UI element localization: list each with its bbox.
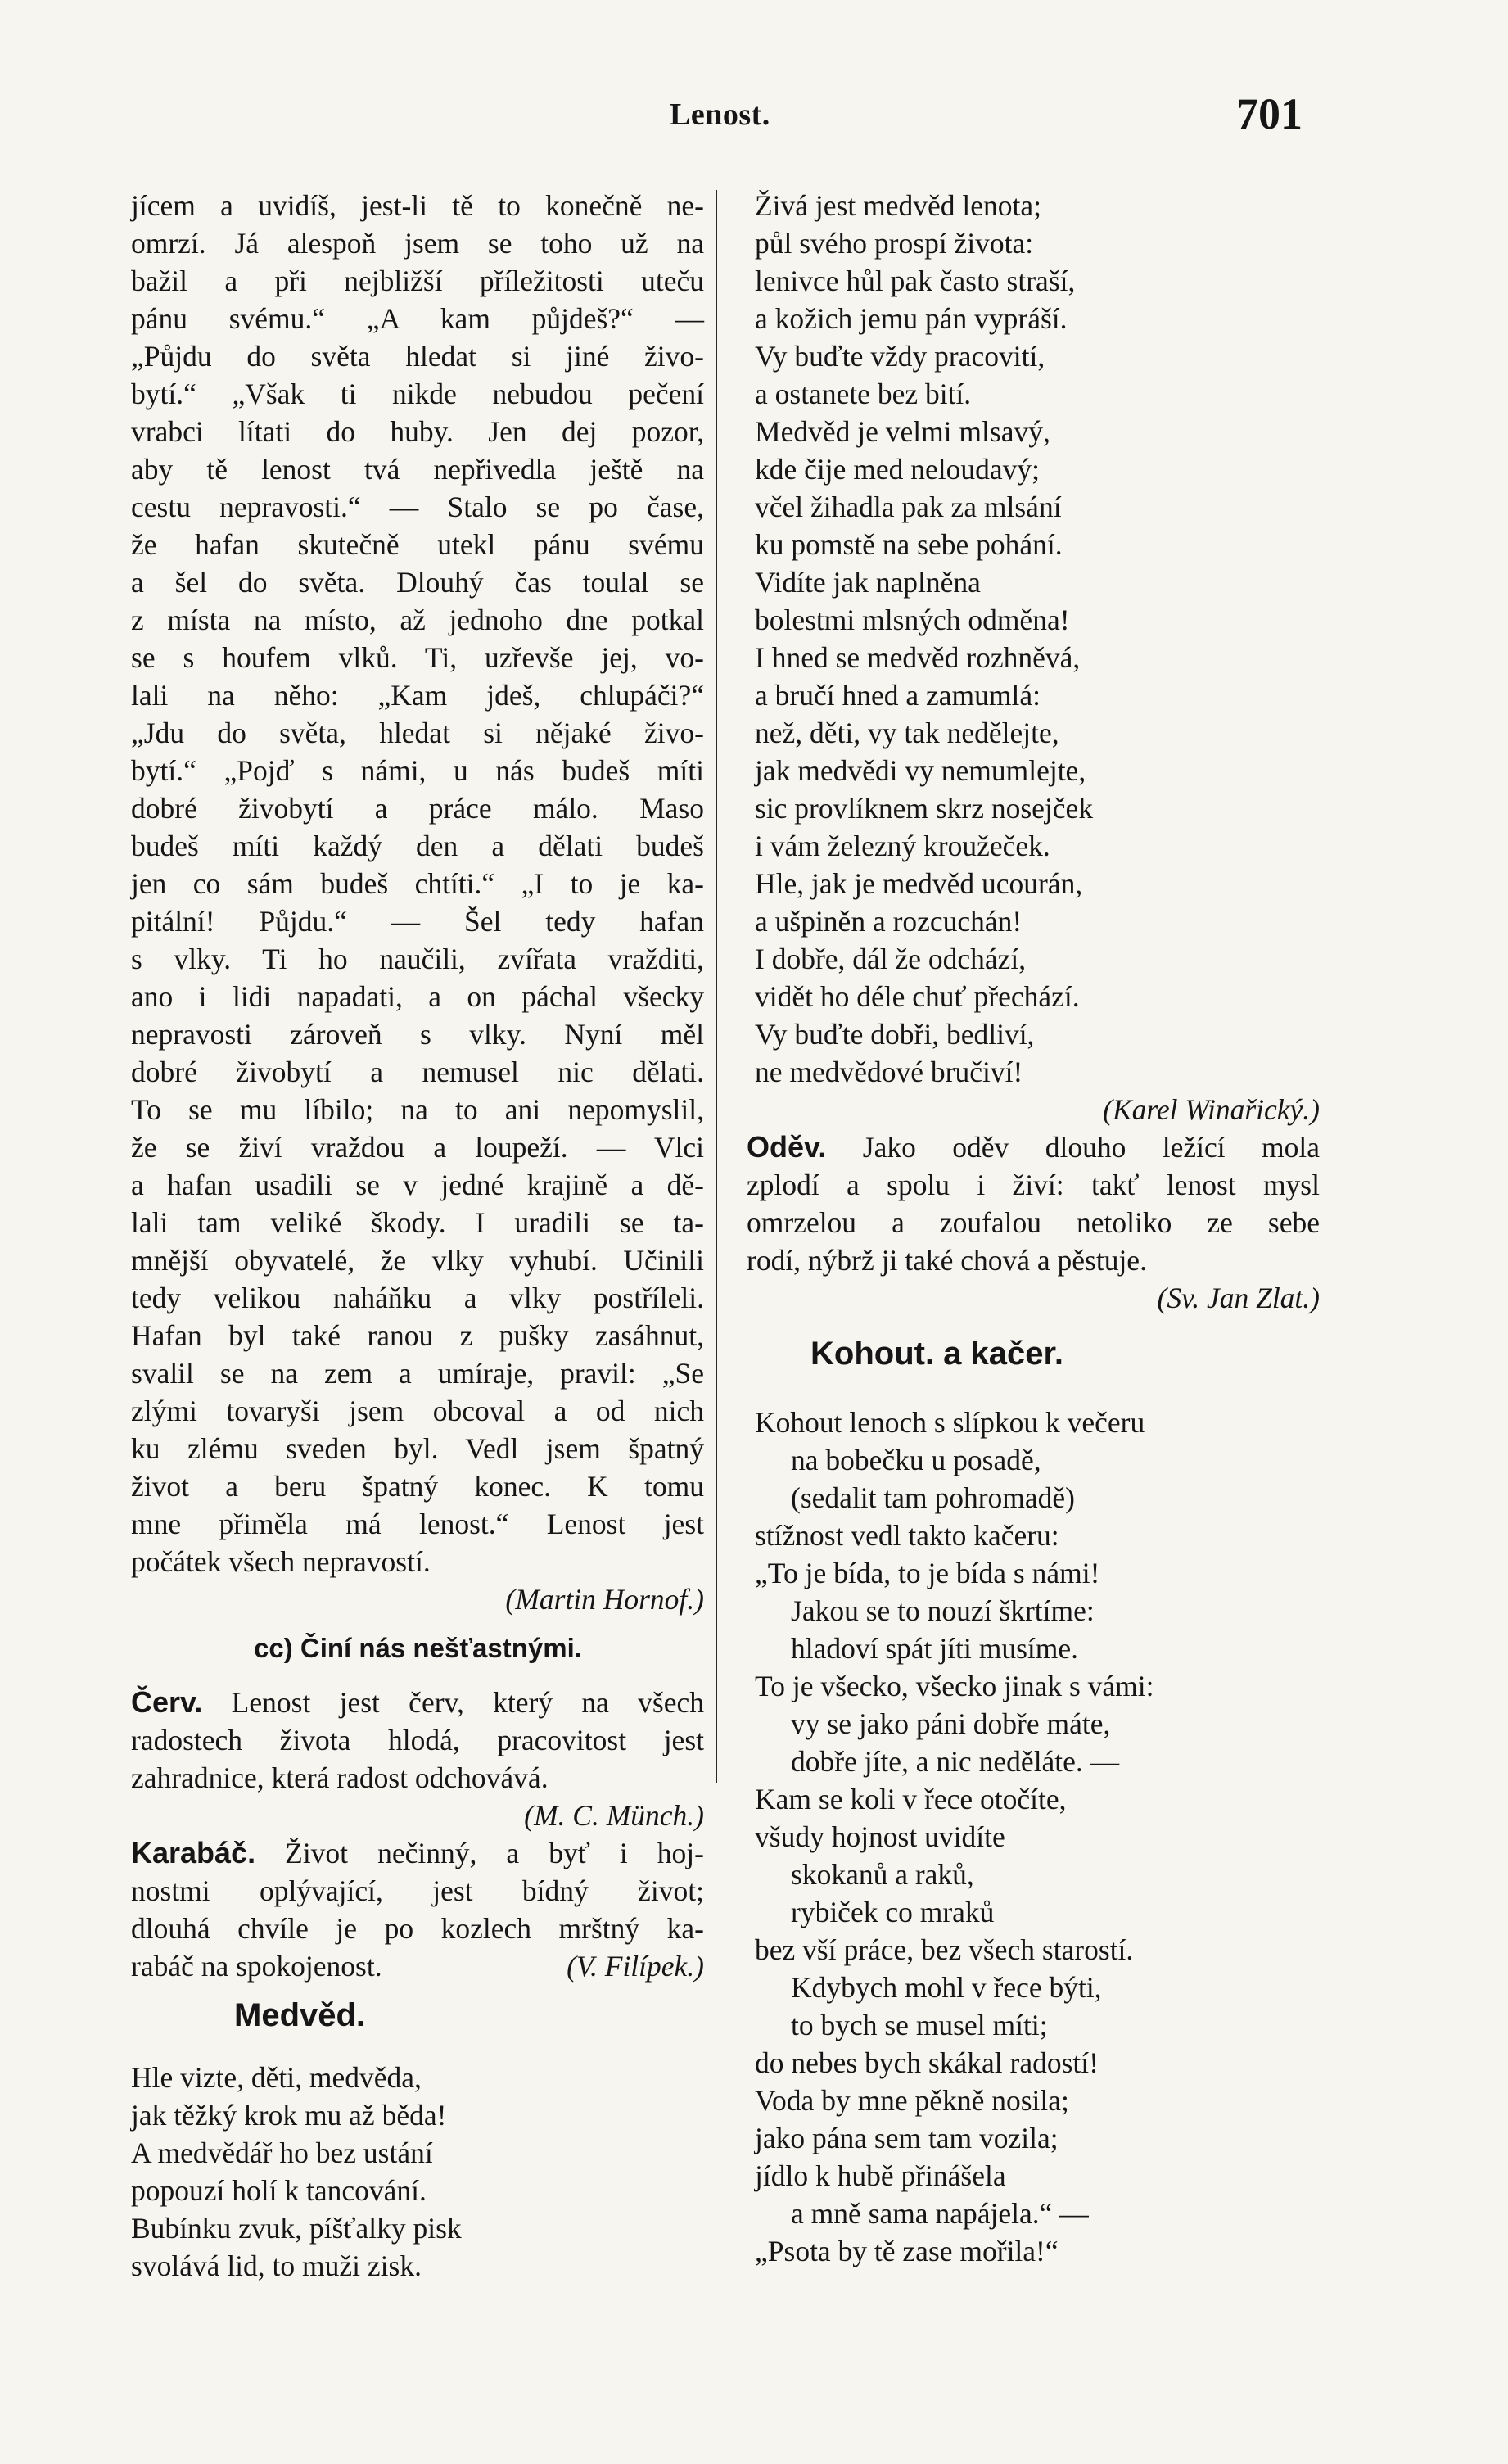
story-line: To se mu líbilo; na to ani nepomyslil, <box>131 1093 704 1126</box>
entry-head: Červ. <box>131 1685 203 1719</box>
entry-line: omrzelou a zoufalou netoliko ze sebe <box>747 1206 1320 1239</box>
poem-line: i vám železný kroužeček. <box>755 830 1050 862</box>
story-line: Hafan byl také ranou z pušky zasáhnut, <box>131 1319 704 1352</box>
poem-line: půl svého prospí života: <box>755 227 1034 260</box>
poem-line: kde čije med neloudavý; <box>755 453 1040 486</box>
story-line: že hafan skutečně utekl pánu svému <box>131 528 704 561</box>
entry-line: radostech života hlodá, pracovitost jest <box>131 1724 704 1756</box>
poem-line: hladoví spát jíti musíme. <box>791 1632 1079 1665</box>
poem-line: a ostanete bez bití. <box>755 378 972 410</box>
poem-line: na bobečku u posadě, <box>791 1444 1041 1476</box>
poem-line: do nebes bych skákal radostí! <box>755 2046 1099 2079</box>
poem-heading: Medvěd. <box>234 1997 366 2033</box>
poem-line: Hle vizte, děti, medvěda, <box>131 2061 422 2094</box>
page-number: 701 <box>1236 89 1303 138</box>
story-line: tedy velikou naháňku a vlky postříleli. <box>131 1282 704 1314</box>
story-line: a hafan usadili se v jedné krajině a dě- <box>131 1169 704 1201</box>
entry-line: rodí, nýbrž ji také chová a pěstuje. <box>747 1244 1147 1277</box>
story-line: bytí.“ „Však ti nikde nebudou pečení <box>131 378 704 410</box>
story-line: bažil a při nejbližší příležitosti uteču <box>131 264 704 297</box>
entry-line: Červ. Lenost jest červ, který na všech <box>131 1685 704 1719</box>
poem-line: skokanů a raků, <box>791 1858 974 1891</box>
story-line: ku zlému sveden byl. Vedl jsem špatný <box>131 1432 704 1465</box>
entry-head: Karabáč. <box>131 1836 256 1869</box>
running-head: Lenost. <box>670 97 770 132</box>
poem-medved <box>131 2059 704 2285</box>
poem-line: Bubínku zvuk, píšťalky pisk <box>131 2212 462 2245</box>
story-author: (Martin Hornof.) <box>505 1583 704 1616</box>
story-line: aby tě lenost tvá nepřivedla ještě na <box>131 453 704 486</box>
story-line: že se živí vraždou a loupeží. — Vlci <box>131 1131 704 1164</box>
story-line: pitální! Půjdu.“ — Šel tedy hafan <box>131 905 704 938</box>
poem-line: jídlo k hubě přinášela <box>755 2159 1006 2192</box>
entry-line: Oděv. Jako oděv dlouho ležící mola <box>747 1130 1320 1164</box>
poem-kohout <box>755 1404 1320 2270</box>
poem-line: a kožich jemu pán vypráší. <box>755 302 1068 335</box>
poem-line: včel žihadla pak za mlsání <box>755 491 1062 523</box>
poem-line: rybiček co mraků <box>791 1896 995 1928</box>
subsection-heading: cc) Činí nás nešťastnými. <box>254 1633 582 1663</box>
entry-line: zahradnice, která radost odchovává. <box>131 1761 549 1794</box>
story-line: dobré živobytí a nemusel nic dělati. <box>131 1056 704 1088</box>
poem-line: popouzí holí k tancování. <box>131 2174 427 2207</box>
story-line: „Jdu do světa, hledat si nějaké živo- <box>131 717 704 749</box>
poem-line: To je všecko, všecko jinak s vámi: <box>755 1670 1154 1702</box>
entry-author: (M. C. Münch.) <box>524 1799 704 1832</box>
poem-line: I hned se medvěd rozhněvá, <box>755 641 1081 674</box>
entry-karabac <box>131 1834 704 1985</box>
story-line: nepravosti zároveň s vlky. Nyní měl <box>131 1018 704 1051</box>
poem-line: bolestmi mlsných odměna! <box>755 604 1070 636</box>
poem-line: jak medvědi vy nemumlejte, <box>755 754 1086 787</box>
poem-line: všudy hojnost uvidíte <box>755 1820 1005 1853</box>
poem-line: (sedalit tam pohromadě) <box>791 1481 1075 1514</box>
entry-head: Oděv. <box>747 1130 827 1164</box>
story-line: zlými tovaryši jsem obcoval a od nich <box>131 1395 704 1427</box>
poem-line: vy se jako páni dobře máte, <box>791 1707 1111 1740</box>
poem-line: Kohout lenoch s slípkou k večeru <box>755 1406 1145 1439</box>
story-line: mne přiměla má lenost.“ Lenost jest <box>131 1508 704 1540</box>
left-column <box>131 187 704 2285</box>
story-line: jen co sám budeš chtíti.“ „I to je ka- <box>131 867 704 900</box>
poem-line: „Psota by tě zase mořila!“ <box>755 2235 1059 2267</box>
poem-line: sic provlíknem skrz nosejček <box>755 792 1094 825</box>
story-line: a šel do světa. Dlouhý čas toulal se <box>131 566 704 599</box>
story-line: dobré živobytí a práce málo. Maso <box>131 792 704 825</box>
story-line: svalil se na zem a umíraje, pravil: „Se <box>131 1357 704 1390</box>
poem-line: A medvědář ho bez ustání <box>131 2136 433 2169</box>
entry-line: dlouhá chvíle je po kozlech mrštný ka- <box>131 1912 704 1945</box>
poem-line: ku pomstě na sebe pohání. <box>755 528 1063 561</box>
poem-line: Hle, jak je medvěd ucourán, <box>755 867 1083 900</box>
poem-line: ne medvědové bručiví! <box>755 1056 1023 1088</box>
story-line: se s houfem vlků. Ti, uzřevše jej, vo- <box>131 641 704 674</box>
story-line: budeš míti každý den a dělati budeš <box>131 830 704 862</box>
right-column <box>747 187 1320 2270</box>
story-line: „Půjdu do světa hledat si jiné živo- <box>131 340 704 373</box>
entry-line: rabáč na spokojenost. (V. Filípek.) <box>131 1947 704 1985</box>
poem-heading: Kohout. a kačer. <box>810 1336 1063 1372</box>
poem-line: bez vší práce, bez všech starostí. <box>755 1933 1134 1966</box>
poem-line: a bručí hned a zamumlá: <box>755 679 1041 712</box>
poem-line: a ušpiněn a rozcuchán! <box>755 905 1023 938</box>
poem-line: Vy buďte vždy pracovití, <box>755 340 1045 373</box>
poem-line: Medvěd je velmi mlsavý, <box>755 415 1050 448</box>
poem-line: a mně sama napájela.“ — <box>791 2197 1089 2230</box>
entry-odev <box>747 1128 1320 1317</box>
poem-medved-continued <box>755 187 1320 1091</box>
story-line: cestu nepravosti.“ — Stalo se po čase, <box>131 491 704 523</box>
poem-author: (Karel Winařický.) <box>1103 1093 1320 1126</box>
poem-line: lenivce hůl pak často straší, <box>755 264 1076 297</box>
poem-line: Vidíte jak naplněna <box>755 566 981 599</box>
story-line: vrabci lítati do huby. Jen dej pozor, <box>131 415 704 448</box>
poem-line: dobře jíte, a nic neděláte. — <box>791 1745 1120 1778</box>
poem-line: Živá jest medvěd lenota; <box>755 189 1041 222</box>
poem-line: svolává lid, to muži zisk. <box>131 2249 422 2282</box>
story-line: jícem a uvidíš, jest-li tě to konečně ne- <box>131 189 704 222</box>
poem-line: to bych se musel míti; <box>791 2009 1048 2041</box>
column-divider <box>716 190 717 1783</box>
story-line: lali na něho: „Kam jdeš, chlupáči?“ <box>131 679 704 712</box>
entry-line: zplodí a spolu i živí: takť lenost mysl <box>747 1169 1320 1201</box>
story-line: z místa na místo, až jednoho dne potkal <box>131 604 704 636</box>
entry-author: (Sv. Jan Zlat.) <box>1157 1282 1320 1314</box>
story-line: bytí.“ „Pojď s námi, u nás budeš míti <box>131 754 704 787</box>
story-line: lali tam veliké škody. I uradili se ta- <box>131 1206 704 1239</box>
story-line: s vlky. Ti ho naučili, zvířata vražditi, <box>131 943 704 975</box>
poem-line: vidět ho déle chuť přechází. <box>755 980 1080 1013</box>
poem-line: jako pána sem tam vozila; <box>755 2122 1059 2154</box>
story-line: život a beru špatný konec. K tomu <box>131 1470 704 1503</box>
story-line: ano i lidi napadati, a on páchal všecky <box>131 980 704 1013</box>
poem-line: jak těžký krok mu až běda! <box>131 2099 447 2132</box>
poem-line: Voda by mne pěkně nosila; <box>755 2084 1069 2117</box>
entry-author: (V. Filípek.) <box>567 1950 704 1983</box>
story-text <box>131 187 704 1580</box>
story-line: omrzí. Já alespoň jsem se toho už na <box>131 227 704 260</box>
story-line: pánu svému.“ „A kam půjdeš?“ — <box>131 302 704 335</box>
poem-line: Kdybych mohl v řece býti, <box>791 1971 1102 2004</box>
poem-line: „To je bída, to je bída s námi! <box>755 1557 1100 1589</box>
story-line: mnější obyvatelé, že vlky vyhubí. Učinili <box>131 1244 704 1277</box>
poem-line: než, děti, vy tak nedělejte, <box>755 717 1059 749</box>
poem-line: stížnost vedl takto kačeru: <box>755 1519 1059 1552</box>
entry-line: nostmi oplývající, jest bídný život; <box>131 1874 704 1907</box>
poem-line: Jakou se to nouzí škrtíme: <box>791 1594 1095 1627</box>
poem-line: Vy buďte dobři, bedliví, <box>755 1018 1035 1051</box>
poem-line: Kam se koli v řece otočíte, <box>755 1783 1067 1815</box>
entry-cerv <box>131 1684 704 1834</box>
poem-line: I dobře, dál že odchází, <box>755 943 1027 975</box>
entry-line: Karabáč. Život nečinný, a byť i hoj- <box>131 1836 704 1869</box>
story-line: počátek všech nepravostí. <box>131 1545 431 1578</box>
